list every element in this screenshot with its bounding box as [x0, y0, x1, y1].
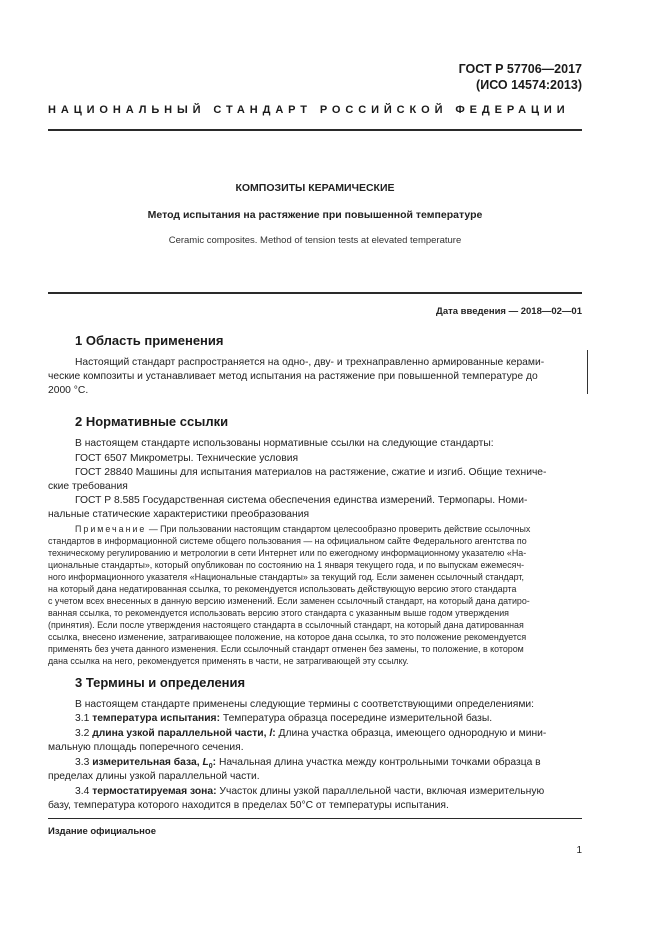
note-line: ного информационного указателя «Национальные стандарты» за текущий год. Если заменен ссылочный стандарт,: [48, 572, 524, 582]
term-3-4-cont: базу, температура которого находится в пределах 50°С от температуры испытания.: [48, 800, 449, 811]
page-number: 1: [576, 845, 582, 856]
term-3-1: 3.1 температура испытания: Температура образца посередине измерительной базы.: [75, 713, 493, 724]
note-label: Примечание: [75, 524, 147, 534]
document-subtitle: Метод испытания на растяжение при повышенной температуре: [147, 209, 483, 221]
section-1-heading: 1 Область применения: [75, 333, 224, 348]
term-3-2-cont: мальную площадь поперечного сечения.: [48, 742, 244, 753]
change-bar: [587, 350, 588, 394]
standard-number-block: [459, 61, 582, 93]
note-line: Примечание — При пользовании настоящим стандартом целесообразно проверить действие ссылочных: [75, 524, 531, 534]
note-line: стандартов в информационной системе общего пользования — на официальном сайте Федерального агентства по: [48, 536, 527, 546]
note-line: применять без учета данного изменения. Если ссылочный стандарт отменен без замены, то положение, в котором: [48, 644, 524, 654]
section-2-heading: 2 Нормативные ссылки: [75, 414, 229, 429]
term-3-3-cont: пределах длины узкой параллельной части.: [48, 771, 260, 782]
reference-gost-6507: ГОСТ 6507 Микрометры. Технические условия: [75, 453, 299, 464]
section-2-line: В настоящем стандарте использованы нормативные ссылки на следующие стандарты:: [75, 438, 494, 449]
reference-gost-r-8585-cont: нальные статические характеристики преобразования: [48, 509, 310, 520]
term-3-4: 3.4 термостатируемая зона: Участок длины узкой параллельной части, включая измерительную: [75, 786, 545, 797]
document-title: КОМПОЗИТЫ КЕРАМИЧЕСКИЕ: [235, 182, 395, 194]
edition-label: Издание официальное: [48, 826, 156, 837]
document-title-english: Ceramic composites. Method of tension tests at elevated temperature: [168, 235, 462, 246]
term-name: термостатируемая зона:: [92, 786, 217, 797]
term-symbol: L: [202, 757, 209, 768]
term-symbol: l: [269, 728, 273, 739]
section-1-line: Настоящий стандарт распространяется на одно-, дву- и трехнаправленно армированные керами-: [75, 357, 545, 368]
gost-number: ГОСТ Р 57706—2017: [458, 62, 582, 76]
title-rule: [48, 292, 582, 294]
note-line: дана ссылка на него, рекомендуется применять в части, не затрагивающей эту ссылку.: [48, 656, 409, 666]
note-line: на который дана недатированная ссылка, то рекомендуется использовать действующую версию этого стандарта: [48, 584, 517, 594]
effective-date: Дата введения — 2018—02—01: [436, 306, 582, 317]
section-3-intro: В настоящем стандарте применены следующие термины с соответствующими определениями:: [75, 699, 535, 710]
section-1-line: 2000 °С.: [48, 385, 89, 396]
footer-rule: [48, 818, 582, 819]
term-name: температура испытания:: [92, 713, 220, 724]
note-line: ванная ссылка, то рекомендуется использовать версию этого стандарта с указанным выше годом утверждения: [48, 608, 509, 618]
national-standard-banner: НАЦИОНАЛЬНЫЙ СТАНДАРТ РОССИЙСКОЙ ФЕДЕРАЦИИ: [48, 104, 570, 116]
note-line: (принятия). Если после утверждения настоящего стандарта в ссылочный стандарт, на который дана датированная: [48, 620, 524, 630]
term-3-3: 3.3 измерительная база, $L_0$: Начальная длина участка между контрольными точками образца в: [75, 757, 541, 771]
note-line: техническому регулированию и метрологии в сети Интернет или по ежегодному информационному указателю «На-: [48, 548, 527, 558]
note-line: ссылка, внесено изменение, затрагивающее положение, на которое дана ссылка, то это положение рекомендуется: [48, 632, 527, 642]
iso-number: (ИСО 14574:2013): [476, 78, 582, 92]
header-rule: [48, 129, 582, 131]
section-3-heading: 3 Термины и определения: [75, 675, 246, 690]
reference-gost-r-8585: ГОСТ Р 8.585 Государственная система обеспечения единства измерений. Термопары. Номи-: [75, 495, 528, 506]
reference-gost-28840-cont: ские требования: [48, 481, 128, 492]
reference-gost-28840: ГОСТ 28840 Машины для испытания материалов на растяжение, сжатие и изгиб. Общие техниче-: [75, 467, 547, 478]
section-1-line: ческие композиты и устанавливает метод испытания на растяжение при повышенной температуре до: [48, 371, 538, 382]
note-line: циональные стандарты», который опубликован по состоянию на 1 января текущего года, и по выпускам ежемесяч-: [48, 560, 525, 570]
note-line: с учетом всех внесенных в данную версию изменений. Если заменен ссылочный стандарт, на который дана датиро-: [48, 596, 530, 606]
term-3-2: 3.2 длина узкой параллельной части, l: Длина участка образца, имеющего однородную и мини-: [75, 728, 547, 739]
term-name: измерительная база,: [92, 757, 203, 768]
term-name: длина узкой параллельной части,: [92, 728, 270, 739]
